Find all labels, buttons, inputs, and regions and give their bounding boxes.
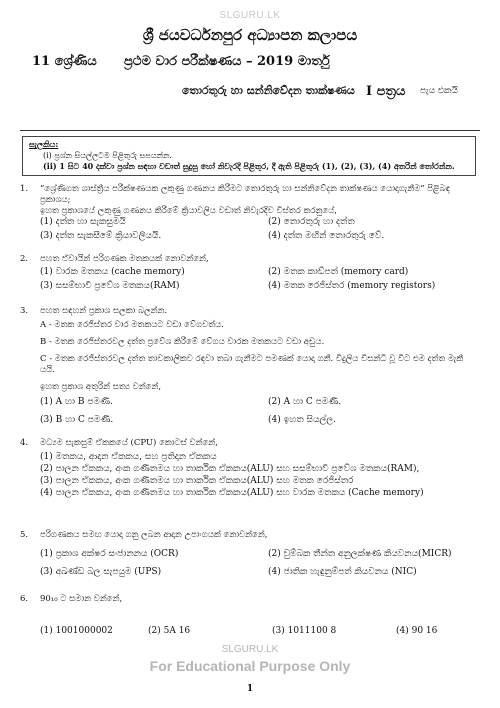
option: (3) දත්ත සැකසීමේ ක්‍රියාවලියයි. bbox=[40, 231, 162, 241]
question-1 bbox=[20, 184, 480, 217]
question-text: පරිගණකය සමඟ යොදා ගනු ලබන ආදාන උපාංගයක් නොවන්නේ, bbox=[40, 530, 268, 540]
option: (4) පාලන ඒකකය, අංක ගණිතමය හා තාර්කික ඒකකය(ALU) සහ වාරක මතකය (Cache memory) bbox=[40, 488, 424, 498]
instruction-item: (i) ප්‍රශ්න සියල්ලටම පිළිතුරු සපයන්න. bbox=[43, 151, 172, 160]
question-text: පහත ඒවායින් පරිගණක මතකයක් නොවන්නේ, bbox=[40, 254, 209, 264]
option: (2) පාලන ඒකකය, අංක ගණිතමය හා තාර්කික ඒකකය(ALU) සහ සසම්භාවී ප්‍රවේශ මතකය(RAM), bbox=[40, 464, 420, 474]
question-subtext: ඉහත ප්‍රකාශයේ ලකුණු ගණනය කිරීමේ ක්‍රියාවලිය වඩාත් නිවැරදිව විස්තර කරනුයේ, bbox=[40, 206, 337, 216]
subject-label: තොරතුරු හා සන්නිවේදන තාක්ෂණය bbox=[182, 84, 355, 97]
option: (3) අඛණ්ඩ බල සැපයුම (UPS) bbox=[40, 567, 162, 577]
question-number: 5. bbox=[20, 530, 29, 540]
question-number: 1. bbox=[20, 184, 29, 194]
option: (1) වාරක මතකය (cache memory) bbox=[40, 267, 185, 277]
statement-b: B - මතක රෙජිස්තරවල දත්ත ප්‍රවේශ කිරීමේ වේගය වාරක මතකයට වඩා අඩුය. bbox=[40, 337, 325, 347]
option: (3) B හා C පමණි. bbox=[40, 415, 114, 425]
option: (1) දත්ත හා සැකසුමයි bbox=[40, 217, 126, 227]
watermark-purpose: For Educational Purpose Only bbox=[149, 658, 351, 674]
instructions-box bbox=[22, 136, 476, 176]
statement-c: C - මතක රෙජිස්තරවල දත්ත තාවකාලිකව රඳවා තබා ගැනීමට පමණක් යොදා ගනී. විදුලිය විසන්ධි වූ විට එම දත්ත මැකී යයි. bbox=[40, 354, 464, 375]
option: (2) 5A 16 bbox=[148, 626, 191, 636]
option: (4) මතක රෙජිස්තර (memory registors) bbox=[268, 281, 436, 291]
option: (2) චුම්බක තීන්ත අනුලක්ෂණ කියවනය(MICR) bbox=[268, 549, 452, 559]
statement-a: A - මතක රෙජිස්තර වාර මතකයට වඩා වේගවත්ය. bbox=[40, 320, 224, 330]
watermark-site: SLGURU.LK bbox=[221, 644, 279, 655]
exam-header bbox=[0, 26, 500, 100]
question-2 bbox=[20, 254, 480, 265]
question-3-statements bbox=[40, 320, 480, 393]
exam-title: ප්‍රථම වාර පරීක්ෂණය – 2019 මාර්තු bbox=[124, 54, 330, 69]
question-number: 6. bbox=[20, 594, 29, 604]
option: (2) තොරතුරු හා දත්ත bbox=[268, 217, 355, 227]
question-number: 3. bbox=[20, 306, 29, 316]
zone-title: ශ්‍රී ජයවර්ධනපුර අධ්‍යාපන කලාපය bbox=[142, 26, 358, 44]
watermark-top: SLGURU.LK bbox=[219, 10, 281, 21]
option: (1) A හා B පමණි. bbox=[40, 397, 113, 407]
option: (4) දත්ත මඟින් තොරතුරු වේ. bbox=[268, 231, 385, 241]
option: (4) 90 16 bbox=[396, 626, 438, 636]
question-subtext: ඉහත ප්‍රකාශ අතුරින් සත්‍ය වන්නේ, bbox=[40, 382, 162, 392]
question-text: පහත සඳහන් ප්‍රකාශ සලකා බලන්න. bbox=[40, 306, 168, 316]
option: (3) පාලන ඒකකය, අංක ගණිතමය හා තාර්කික ඒකකය(ALU) සහ මතක රෙජිස්තර bbox=[40, 476, 354, 486]
question-text: මධ්‍යම සැකසුම් ඒකකයේ (CPU) කොටස් වන්නේ, bbox=[40, 438, 218, 448]
option: (2) A හා C පමණි. bbox=[268, 397, 342, 407]
header-row-subject bbox=[0, 84, 500, 100]
question-text: 90₁₀ ට සමාන වන්නේ, bbox=[40, 594, 123, 604]
question-number: 2. bbox=[20, 254, 29, 264]
question-3 bbox=[20, 306, 480, 317]
option: (3) සසම්භාවී ප්‍රවේශ මතකය(RAM) bbox=[40, 281, 180, 291]
option: (4) ජාතික හැඳුනුම්පත් කියවනය (NIC) bbox=[268, 567, 417, 577]
question-6 bbox=[20, 594, 480, 605]
question-5 bbox=[20, 530, 480, 541]
question-text: “ශ්‍රේණිගත ශාස්ත්‍රීය පරීක්ෂණයක ලකුණු ගණනය කිරීමට තොරතුරු හා සන්නිවේදන තාක්ෂණය යොදාගැනීම” පිළිබඳ ප්‍රකාශය; bbox=[40, 184, 450, 205]
option: (1) 1001000002 bbox=[40, 626, 113, 636]
header-divider bbox=[20, 130, 480, 131]
option: (3) 1011100 8 bbox=[272, 626, 337, 636]
header-row-grade-exam bbox=[0, 54, 500, 72]
question-number: 4. bbox=[20, 438, 29, 448]
paper-label: I පත්‍රය bbox=[366, 84, 406, 99]
option: (4) ඉහත සියල්ල. bbox=[268, 415, 337, 425]
option: (2) මතක කාඩ්පත් (memory card) bbox=[268, 267, 409, 277]
question-4 bbox=[20, 438, 480, 449]
instruction-item: (ii) 1 සිට 40 දක්වා ප්‍රශ්න සඳහා වඩාත් සුදුසු හෝ නිවැරදි පිළිතුර, දී ඇති පිළිතුරු (1), (2), (3), (4) අතරින් තෝරන්න. bbox=[43, 161, 455, 171]
instructions-title: සැලකිය: bbox=[29, 139, 59, 149]
option: (1) ප්‍රකාශ අක්ෂර සංජානනය (OCR) bbox=[40, 549, 179, 559]
page-number: 1 bbox=[246, 684, 254, 694]
grade-label: 11 ශ්‍රේණිය bbox=[32, 54, 97, 69]
duration-label: පැය එකයි bbox=[420, 86, 458, 96]
option: (1) මතකය, ආදාන ඒකකය, සහ ප්‍රතිදාන ඒකකය bbox=[40, 452, 217, 462]
